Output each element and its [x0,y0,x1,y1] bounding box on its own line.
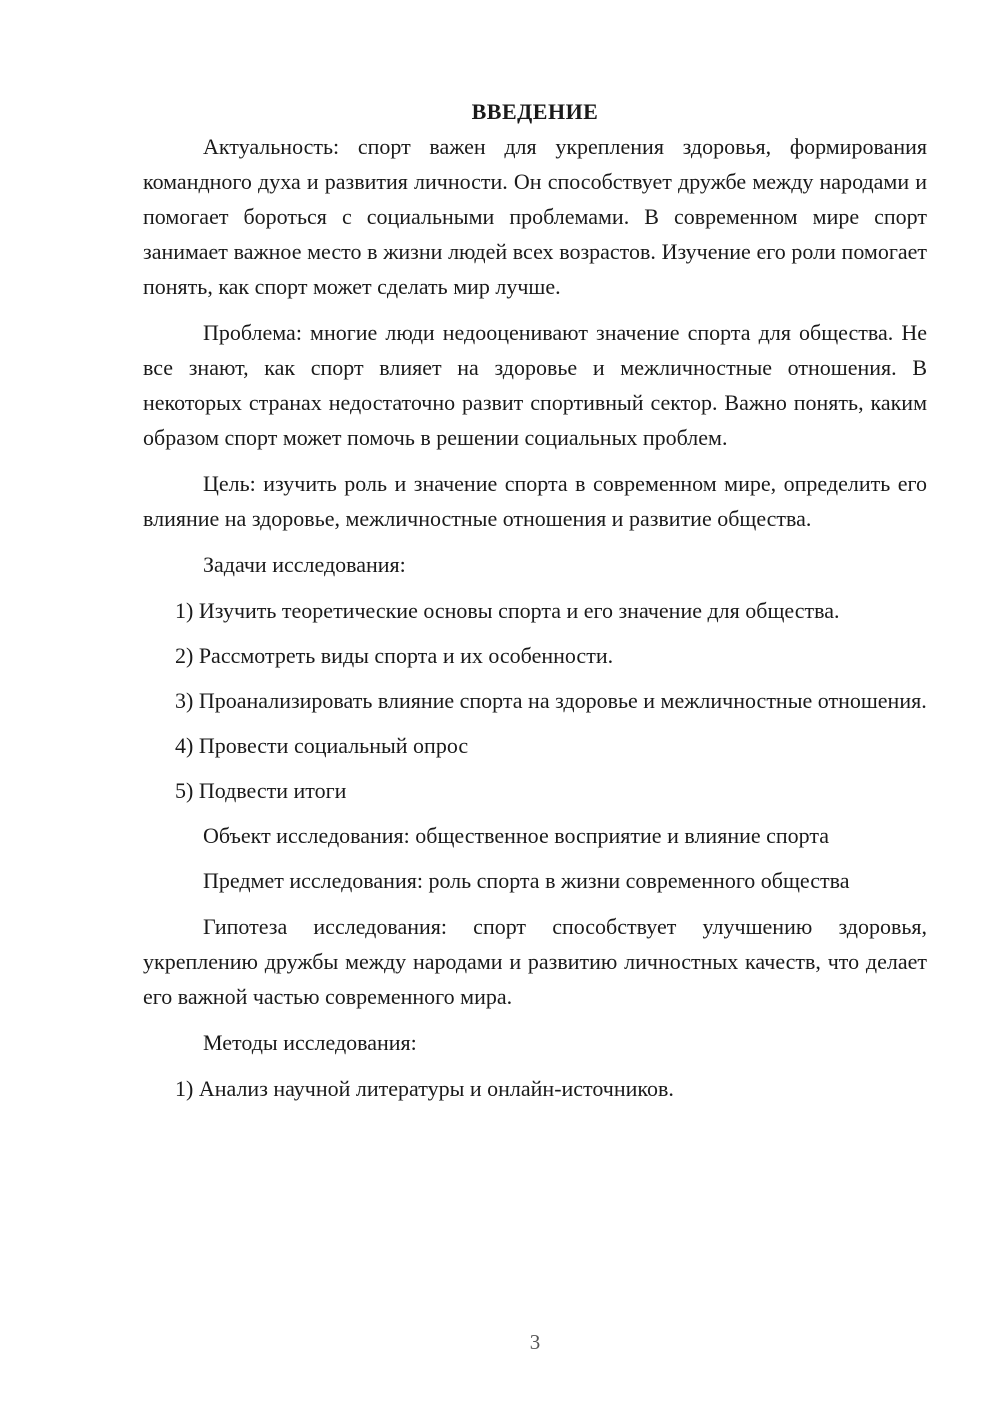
relevance-paragraph: Актуальность: спорт важен для укрепления здоровья, формирования командного духа и развития личности. Он способствует дружбе между народами и помогает бороться с социальными проблемами. В современном мире спорт занимает важное место в жизни людей всех возрастов. Изучение его роли помогает понять, как спорт может сделать мир лучше. [143,134,927,299]
hypothesis-paragraph: Гипотеза исследования: спорт способствует улучшению здоровья, укреплению дружбы между народами и развитию личностных качеств, что делает его важной частью современного мира. [143,914,927,1009]
tasks-heading: Задачи исследования: [203,552,406,577]
method-item: 1) Анализ научной литературы и онлайн-источников. [175,1076,674,1101]
page-content [143,94,927,1116]
methods-heading: Методы исследования: [203,1030,417,1055]
task-item: 3) Проанализировать влияние спорта на здоровье и межличностные отношения. [175,688,927,713]
task-item: 1) Изучить теоретические основы спорта и его значение для общества. [175,598,840,623]
task-item: 5) Подвести итоги [175,778,347,803]
task-item: 4) Провести социальный опрос [175,733,469,758]
page-number: 3 [529,1330,541,1354]
subject-paragraph: Предмет исследования: роль спорта в жизни современного общества [203,868,850,893]
section-title: ВВЕДЕНИЕ [471,99,599,124]
task-item: 2) Рассмотреть виды спорта и их особенности. [175,643,614,668]
goal-paragraph: Цель: изучить роль и значение спорта в современном мире, определить его влияние на здоровье, межличностные отношения и развитие общества. [143,471,927,531]
problem-paragraph: Проблема: многие люди недооценивают значение спорта для общества. Не все знают, как спорт влияет на здоровье и межличностные отношения. В некоторых странах недостаточно развит спортивный сектор. Важно понять, каким образом спорт может помочь в решении социальных проблем. [143,320,927,450]
object-paragraph: Объект исследования: общественное восприятие и влияние спорта [203,823,830,848]
